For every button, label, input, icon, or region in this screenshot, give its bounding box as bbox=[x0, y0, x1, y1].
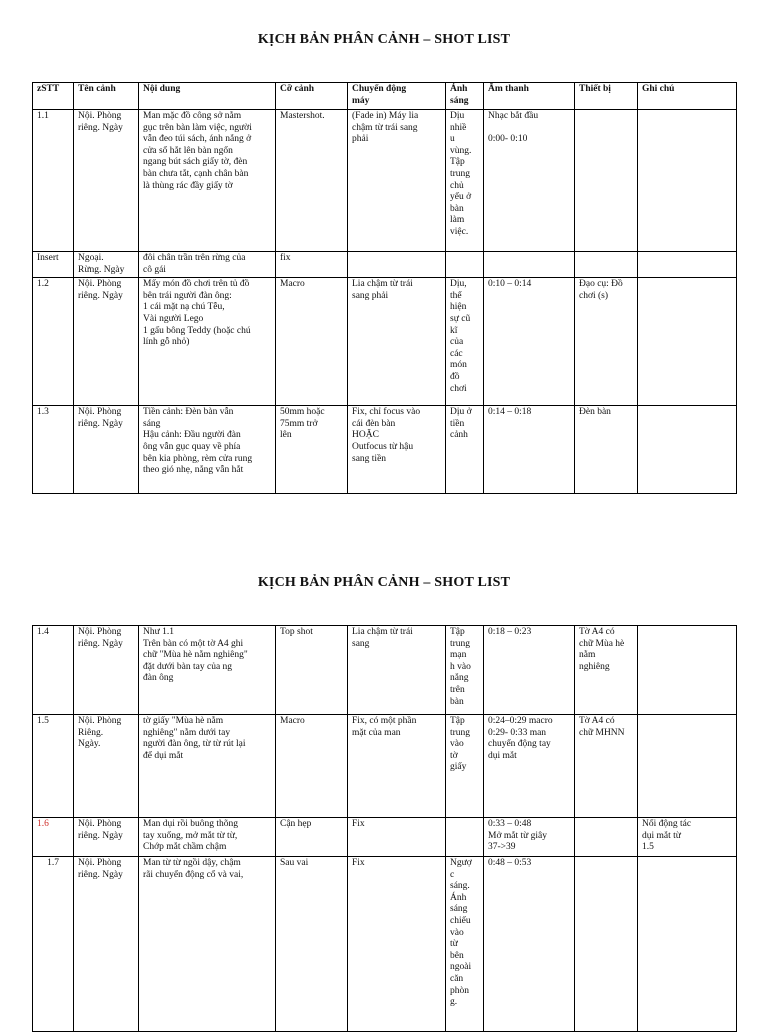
cell-lighting bbox=[446, 818, 484, 857]
table-row bbox=[33, 252, 737, 278]
cell-shot-size: Macro bbox=[276, 715, 348, 818]
cell-sound: Nhạc bắt đầu 0:00- 0:10 bbox=[484, 110, 575, 252]
header-sound: Âm thanh bbox=[484, 83, 575, 110]
cell-stt: Insert bbox=[33, 252, 74, 278]
cell-sound: 0:24–0:29 macro 0:29- 0:33 man chuyển động tay dụi mắt bbox=[484, 715, 575, 818]
cell-equipment bbox=[575, 818, 638, 857]
cell-scene: Nội. Phòng riêng. Ngày bbox=[74, 626, 139, 715]
cell-shot-size: Macro bbox=[276, 278, 348, 406]
cell-content: Tiền cảnh: Đèn bàn vẫn sáng Hậu cảnh: Đầu người đàn ông vẫn gục quay về phía bên kia phòng, rèm cửa rung theo gió nhẹ, nắng vẫn hắt bbox=[139, 406, 276, 494]
cell-scene: Nội. Phòng riêng. Ngày bbox=[74, 818, 139, 857]
header-camera-movement: Chuyển động máy bbox=[348, 83, 446, 110]
cell-shot-size: 50mm hoặc 75mm trở lên bbox=[276, 406, 348, 494]
cell-content: Man dụi rồi buông thõng tay xuống, mở mắt từ từ, Chớp mắt chầm chậm bbox=[139, 818, 276, 857]
cell-content: Man mặc đồ công sở nằm gục trên bàn làm việc, người vẫn đeo túi sách, ánh nắng ở cửa sổ hắt lên bàn ngổn ngang bút sách giấy tờ, đèn bàn chưa tắt, cạnh chân bàn là thùng rác đầy giấy tờ bbox=[139, 110, 276, 252]
cell-scene: Ngoại. Rừng. Ngày bbox=[74, 252, 139, 278]
cell-lighting: Dịu nhiề u vùng. Tập trung chủ yếu ở bàn làm việc. bbox=[446, 110, 484, 252]
cell-equipment bbox=[575, 252, 638, 278]
cell-notes: Nối động tác dụi mắt từ 1.5 bbox=[638, 818, 737, 857]
header-equipment: Thiết bị bbox=[575, 83, 638, 110]
cell-stt: 1.3 bbox=[33, 406, 74, 494]
cell-camera-movement: Fix, chỉ focus vào cái đèn bàn HOẶC Outfocus từ hậu sang tiền bbox=[348, 406, 446, 494]
cell-sound: 0:18 – 0:23 bbox=[484, 626, 575, 715]
header-notes: Ghi chú bbox=[638, 83, 737, 110]
table-header-row bbox=[33, 83, 737, 110]
cell-scene: Nội. Phòng Riêng. Ngày. bbox=[74, 715, 139, 818]
cell-stt: 1.7 bbox=[33, 857, 74, 1032]
cell-stt: 1.6 bbox=[33, 818, 74, 857]
cell-stt: 1.1 bbox=[33, 110, 74, 252]
cell-stt: 1.4 bbox=[33, 626, 74, 715]
cell-content: Như 1.1 Trên bàn có một tờ A4 ghi chữ "Mùa hè nằm nghiêng" đặt dưới bàn tay của ng đàn ông bbox=[139, 626, 276, 715]
cell-camera-movement: (Fade in) Máy lia chậm từ trái sang phải bbox=[348, 110, 446, 252]
table-row bbox=[33, 406, 737, 494]
cell-lighting: Tập trung mạn h vào nắng trên bàn bbox=[446, 626, 484, 715]
cell-shot-size: Mastershot. bbox=[276, 110, 348, 252]
table-row bbox=[33, 278, 737, 406]
cell-camera-movement bbox=[348, 252, 446, 278]
cell-notes bbox=[638, 626, 737, 715]
header-stt: zSTT bbox=[33, 83, 74, 110]
table-row bbox=[33, 715, 737, 818]
cell-sound: 0:48 – 0:53 bbox=[484, 857, 575, 1032]
cell-shot-size: Cận hẹp bbox=[276, 818, 348, 857]
cell-lighting: Dịu ở tiền cảnh bbox=[446, 406, 484, 494]
cell-notes bbox=[638, 715, 737, 818]
cell-shot-size: Top shot bbox=[276, 626, 348, 715]
cell-content: Man từ từ ngồi dậy, chậm rãi chuyển động cổ và vai, bbox=[139, 857, 276, 1032]
cell-scene: Nội. Phòng riêng. Ngày bbox=[74, 110, 139, 252]
page1-title: KỊCH BẢN PHÂN CẢNH – SHOT LIST bbox=[257, 32, 511, 47]
cell-equipment: Đạo cụ: Đồ chơi (s) bbox=[575, 278, 638, 406]
cell-lighting: Tập trung vào tờ giấy bbox=[446, 715, 484, 818]
cell-stt: 1.2 bbox=[33, 278, 74, 406]
cell-equipment: Tờ A4 có chữ Mùa hè nằm nghiêng bbox=[575, 626, 638, 715]
cell-sound bbox=[484, 252, 575, 278]
cell-lighting: Ngượ c sáng. Ánh sáng chiếu vào từ bên ngoài căn phòn g. bbox=[446, 857, 484, 1032]
cell-equipment bbox=[575, 857, 638, 1032]
cell-shot-size: fix bbox=[276, 252, 348, 278]
table-row bbox=[33, 626, 737, 715]
shot-list-table-1 bbox=[32, 82, 737, 494]
cell-camera-movement: Lia chậm từ trái sang bbox=[348, 626, 446, 715]
cell-stt: 1.5 bbox=[33, 715, 74, 818]
header-lighting: Ánh sáng bbox=[446, 83, 484, 110]
header-shot-size: Cỡ cảnh bbox=[276, 83, 348, 110]
cell-notes bbox=[638, 252, 737, 278]
cell-scene: Nội. Phòng riêng. Ngày bbox=[74, 278, 139, 406]
cell-camera-movement: Fix, có một phần mặt của man bbox=[348, 715, 446, 818]
shot-list-table-2 bbox=[32, 625, 737, 1032]
header-content: Nội dung bbox=[139, 83, 276, 110]
cell-camera-movement: Lia chậm từ trái sang phải bbox=[348, 278, 446, 406]
cell-scene: Nội. Phòng riêng. Ngày bbox=[74, 857, 139, 1032]
page2-title: KỊCH BẢN PHÂN CẢNH – SHOT LIST bbox=[257, 575, 511, 590]
cell-notes bbox=[638, 110, 737, 252]
table-row bbox=[33, 857, 737, 1032]
cell-notes bbox=[638, 278, 737, 406]
cell-shot-size: Sau vai bbox=[276, 857, 348, 1032]
cell-notes bbox=[638, 857, 737, 1032]
cell-equipment bbox=[575, 110, 638, 252]
header-scene: Tên cảnh bbox=[74, 83, 139, 110]
cell-notes bbox=[638, 406, 737, 494]
cell-content: đôi chân trần trên rừng của cô gái bbox=[139, 252, 276, 278]
cell-sound: 0:33 – 0:48 Mở mắt từ giây 37->39 bbox=[484, 818, 575, 857]
cell-equipment: Tờ A4 có chữ MHNN bbox=[575, 715, 638, 818]
cell-camera-movement: Fix bbox=[348, 857, 446, 1032]
cell-equipment: Đèn bàn bbox=[575, 406, 638, 494]
cell-sound: 0:14 – 0:18 bbox=[484, 406, 575, 494]
cell-lighting: Dịu, thể hiện sự cũ kĩ của các món đồ chơi bbox=[446, 278, 484, 406]
cell-content: Mấy món đồ chơi trên tủ đồ bên trái người đàn ông: 1 cái mặt nạ chú Tễu, Vài người Lego 1 gấu bông Teddy (hoặc chú lính gỗ nhỏ) bbox=[139, 278, 276, 406]
table-row bbox=[33, 818, 737, 857]
cell-sound: 0:10 – 0:14 bbox=[484, 278, 575, 406]
table-row bbox=[33, 110, 737, 252]
cell-scene: Nội. Phòng riêng. Ngày bbox=[74, 406, 139, 494]
cell-content: tờ giấy "Mùa hè nằm nghiêng" nằm dưới tay người đàn ông, từ từ rút lại để dụi mắt bbox=[139, 715, 276, 818]
cell-camera-movement: Fix bbox=[348, 818, 446, 857]
cell-lighting bbox=[446, 252, 484, 278]
